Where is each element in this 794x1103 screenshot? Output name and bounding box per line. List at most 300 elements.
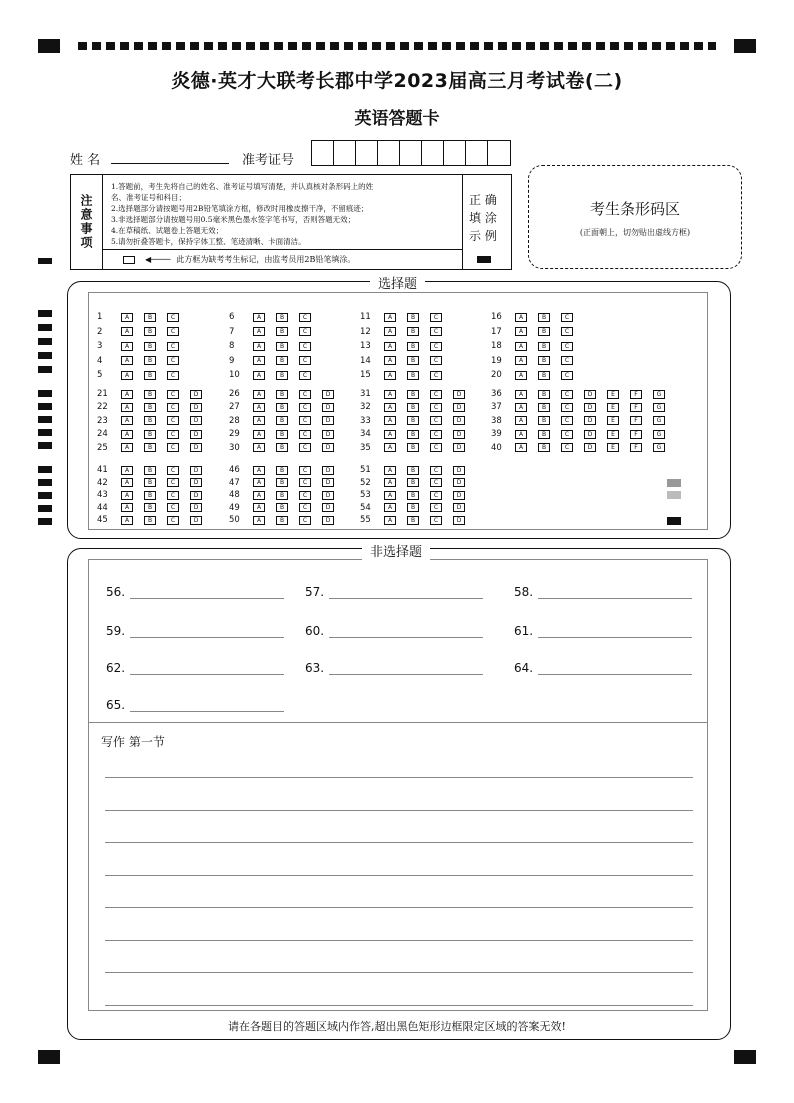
- option-bubble[interactable]: D: [453, 430, 465, 439]
- question-number: 12: [360, 326, 371, 337]
- option-bubble[interactable]: C: [167, 416, 179, 425]
- option-bubble[interactable]: E: [607, 403, 619, 412]
- arrow-icon: ◀────: [145, 255, 171, 264]
- option-bubble[interactable]: B: [144, 443, 156, 452]
- option-bubble[interactable]: C: [299, 356, 311, 365]
- option-bubble[interactable]: B: [407, 313, 419, 322]
- option-bubble[interactable]: C: [167, 371, 179, 380]
- option-bubble[interactable]: C: [167, 390, 179, 399]
- option-bubble[interactable]: D: [453, 403, 465, 412]
- option-bubble[interactable]: B: [276, 478, 288, 487]
- question-row: [229, 327, 322, 337]
- option-bubble[interactable]: B: [276, 491, 288, 500]
- question-row: [229, 312, 322, 322]
- option-bubble[interactable]: B: [144, 516, 156, 525]
- option-bubble[interactable]: D: [453, 443, 465, 452]
- option-bubble[interactable]: D: [584, 430, 596, 439]
- option-bubble[interactable]: B: [407, 356, 419, 365]
- option-bubble[interactable]: C: [167, 466, 179, 475]
- option-bubble[interactable]: A: [253, 403, 265, 412]
- answer-line[interactable]: [130, 626, 284, 638]
- question-row: [97, 389, 213, 399]
- answer-line[interactable]: [538, 663, 692, 675]
- option-bubble[interactable]: B: [407, 342, 419, 351]
- option-bubble[interactable]: A: [384, 342, 396, 351]
- option-bubble[interactable]: E: [607, 443, 619, 452]
- option-bubble[interactable]: B: [144, 313, 156, 322]
- option-bubble[interactable]: A: [253, 390, 265, 399]
- option-bubble[interactable]: B: [538, 443, 550, 452]
- option-bubble[interactable]: A: [121, 371, 133, 380]
- option-bubble[interactable]: C: [430, 491, 442, 500]
- option-bubble[interactable]: B: [144, 478, 156, 487]
- option-bubble[interactable]: G: [653, 390, 665, 399]
- option-bubble[interactable]: A: [384, 327, 396, 336]
- option-bubble[interactable]: B: [276, 356, 288, 365]
- writing-line[interactable]: [105, 1005, 693, 1006]
- answer-line[interactable]: [329, 587, 483, 599]
- question-number: 23: [97, 415, 108, 426]
- id-digit-box[interactable]: [334, 141, 356, 165]
- option-bubble[interactable]: C: [299, 313, 311, 322]
- option-bubble[interactable]: A: [515, 430, 527, 439]
- option-bubble[interactable]: B: [144, 503, 156, 512]
- option-bubble[interactable]: C: [430, 342, 442, 351]
- option-bubble[interactable]: B: [538, 390, 550, 399]
- option-bubble[interactable]: C: [299, 403, 311, 412]
- option-bubble[interactable]: D: [322, 390, 334, 399]
- option-bubble[interactable]: B: [407, 491, 419, 500]
- option-bubble[interactable]: A: [253, 516, 265, 525]
- option-bubble[interactable]: A: [253, 466, 265, 475]
- option-bubble[interactable]: A: [253, 327, 265, 336]
- option-bubble[interactable]: F: [630, 443, 642, 452]
- option-bubble[interactable]: C: [299, 416, 311, 425]
- option-bubble[interactable]: D: [190, 516, 202, 525]
- corner-mark-bottom-right: [734, 1050, 756, 1064]
- option-bubble[interactable]: C: [167, 356, 179, 365]
- option-bubble[interactable]: B: [276, 416, 288, 425]
- option-bubble[interactable]: B: [276, 342, 288, 351]
- option-bubble[interactable]: C: [167, 342, 179, 351]
- answer-line[interactable]: [130, 663, 284, 675]
- question-row: [229, 465, 345, 475]
- option-bubble[interactable]: E: [607, 416, 619, 425]
- id-digit-box[interactable]: [422, 141, 444, 165]
- option-bubble[interactable]: B: [407, 443, 419, 452]
- option-bubble[interactable]: A: [253, 416, 265, 425]
- absent-checkbox[interactable]: [123, 256, 135, 264]
- answer-line[interactable]: [130, 700, 284, 712]
- option-bubble[interactable]: A: [384, 478, 396, 487]
- option-bubble[interactable]: C: [299, 466, 311, 475]
- question-number: 18: [491, 341, 502, 351]
- timing-mark: [38, 258, 52, 264]
- answer-number: 65.: [106, 698, 126, 712]
- option-bubble[interactable]: D: [190, 443, 202, 452]
- id-digit-box[interactable]: [466, 141, 488, 165]
- option-bubble[interactable]: D: [584, 403, 596, 412]
- option-bubble[interactable]: A: [384, 390, 396, 399]
- option-bubble[interactable]: B: [538, 356, 550, 365]
- option-bubble[interactable]: A: [515, 342, 527, 351]
- id-digit-box[interactable]: [378, 141, 400, 165]
- option-bubble[interactable]: D: [190, 430, 202, 439]
- option-bubble[interactable]: A: [121, 430, 133, 439]
- option-bubble[interactable]: B: [407, 503, 419, 512]
- option-bubble[interactable]: B: [407, 516, 419, 525]
- option-bubble[interactable]: C: [561, 342, 573, 351]
- option-bubble[interactable]: A: [121, 503, 133, 512]
- option-bubble[interactable]: C: [561, 390, 573, 399]
- option-bubble[interactable]: C: [167, 503, 179, 512]
- option-bubble[interactable]: B: [144, 416, 156, 425]
- option-bubble[interactable]: C: [167, 313, 179, 322]
- id-digit-box[interactable]: [356, 141, 378, 165]
- option-bubble[interactable]: G: [653, 416, 665, 425]
- question-row: [229, 515, 345, 525]
- option-bubble[interactable]: A: [121, 342, 133, 351]
- option-bubble[interactable]: C: [561, 430, 573, 439]
- question-number: 15: [360, 370, 371, 380]
- option-bubble[interactable]: F: [630, 390, 642, 399]
- option-bubble[interactable]: C: [299, 516, 311, 525]
- option-bubble[interactable]: C: [430, 478, 442, 487]
- option-bubble[interactable]: D: [584, 416, 596, 425]
- option-bubble[interactable]: B: [407, 416, 419, 425]
- question-number: 51: [360, 465, 371, 475]
- option-bubble[interactable]: A: [253, 313, 265, 322]
- option-bubble[interactable]: A: [253, 342, 265, 351]
- option-bubble[interactable]: C: [167, 403, 179, 412]
- option-bubble[interactable]: B: [144, 466, 156, 475]
- answer-sheet-title: 英语答题卡: [354, 109, 440, 129]
- option-bubble[interactable]: B: [407, 430, 419, 439]
- question-row: [360, 503, 476, 513]
- timing-mark: [38, 492, 52, 499]
- option-bubble[interactable]: D: [322, 466, 334, 475]
- option-bubble[interactable]: B: [538, 342, 550, 351]
- id-digit-box[interactable]: [444, 141, 466, 165]
- option-bubble[interactable]: A: [253, 478, 265, 487]
- option-bubble[interactable]: B: [276, 403, 288, 412]
- option-bubble[interactable]: B: [407, 371, 419, 380]
- question-number: 22: [97, 402, 108, 413]
- option-bubble[interactable]: A: [515, 416, 527, 425]
- option-bubble[interactable]: D: [453, 478, 465, 487]
- option-bubble[interactable]: A: [121, 313, 133, 322]
- writing-line[interactable]: [105, 940, 693, 941]
- option-bubble[interactable]: B: [407, 478, 419, 487]
- question-row: [97, 312, 190, 322]
- option-bubble[interactable]: A: [384, 416, 396, 425]
- option-bubble[interactable]: A: [515, 313, 527, 322]
- question-number: 29: [229, 429, 240, 440]
- option-bubble[interactable]: A: [121, 403, 133, 412]
- option-bubble[interactable]: A: [384, 491, 396, 500]
- writing-line[interactable]: [105, 777, 693, 778]
- timing-mark: [38, 442, 52, 449]
- option-bubble[interactable]: C: [167, 491, 179, 500]
- writing-line[interactable]: [105, 907, 693, 908]
- option-bubble[interactable]: B: [538, 371, 550, 380]
- question-number: 21: [97, 389, 108, 399]
- exam-id-boxes[interactable]: [311, 140, 511, 166]
- option-bubble[interactable]: D: [322, 478, 334, 487]
- option-bubble[interactable]: A: [121, 327, 133, 336]
- option-bubble[interactable]: B: [276, 313, 288, 322]
- question-number: 33: [360, 415, 371, 426]
- option-bubble[interactable]: D: [190, 466, 202, 475]
- option-bubble[interactable]: A: [253, 503, 265, 512]
- option-bubble[interactable]: C: [167, 327, 179, 336]
- option-bubble[interactable]: C: [430, 430, 442, 439]
- question-row: [360, 327, 453, 337]
- option-bubble[interactable]: C: [299, 443, 311, 452]
- corner-mark-bottom-left: [38, 1050, 60, 1064]
- option-bubble[interactable]: G: [653, 443, 665, 452]
- writing-line[interactable]: [105, 842, 693, 843]
- option-bubble[interactable]: B: [144, 430, 156, 439]
- gray-marker-2: [667, 491, 681, 499]
- question-number: 37: [491, 402, 502, 413]
- option-bubble[interactable]: B: [407, 390, 419, 399]
- option-bubble[interactable]: A: [384, 503, 396, 512]
- option-bubble[interactable]: A: [121, 478, 133, 487]
- notice-rule: 3.非选择题部分请按题号用0.5毫米黑色墨水签字笔书写，否则答题无效；: [111, 215, 356, 224]
- option-bubble[interactable]: G: [653, 403, 665, 412]
- option-bubble[interactable]: C: [430, 356, 442, 365]
- option-bubble[interactable]: A: [515, 443, 527, 452]
- option-bubble[interactable]: C: [167, 478, 179, 487]
- option-bubble[interactable]: B: [276, 327, 288, 336]
- option-bubble[interactable]: B: [144, 327, 156, 336]
- option-bubble[interactable]: A: [121, 491, 133, 500]
- notice-rule: 2.选择题部分请按题号用2B铅笔填涂方框，修改时用橡皮擦干净，不留痕迹；: [111, 204, 369, 213]
- option-bubble[interactable]: A: [515, 356, 527, 365]
- question-row: [229, 370, 322, 380]
- option-bubble[interactable]: D: [322, 430, 334, 439]
- option-bubble[interactable]: D: [190, 390, 202, 399]
- option-bubble[interactable]: A: [515, 390, 527, 399]
- option-bubble[interactable]: C: [430, 503, 442, 512]
- option-bubble[interactable]: C: [430, 516, 442, 525]
- option-bubble[interactable]: E: [607, 390, 619, 399]
- option-bubble[interactable]: D: [322, 491, 334, 500]
- option-bubble[interactable]: C: [299, 430, 311, 439]
- option-bubble[interactable]: C: [430, 416, 442, 425]
- option-bubble[interactable]: B: [276, 503, 288, 512]
- option-bubble[interactable]: D: [322, 516, 334, 525]
- option-bubble[interactable]: D: [453, 503, 465, 512]
- option-bubble[interactable]: B: [538, 313, 550, 322]
- option-bubble[interactable]: A: [253, 371, 265, 380]
- option-bubble[interactable]: E: [607, 430, 619, 439]
- option-bubble[interactable]: B: [276, 443, 288, 452]
- option-bubble[interactable]: A: [253, 491, 265, 500]
- option-bubble[interactable]: B: [538, 327, 550, 336]
- option-bubble[interactable]: B: [538, 416, 550, 425]
- option-bubble[interactable]: B: [144, 342, 156, 351]
- option-bubble[interactable]: C: [299, 390, 311, 399]
- option-bubble[interactable]: A: [253, 443, 265, 452]
- option-bubble[interactable]: B: [538, 403, 550, 412]
- option-bubble[interactable]: D: [453, 390, 465, 399]
- id-digit-box[interactable]: [312, 141, 334, 165]
- option-bubble[interactable]: D: [584, 443, 596, 452]
- option-bubble[interactable]: B: [276, 466, 288, 475]
- option-bubble[interactable]: A: [515, 403, 527, 412]
- option-bubble[interactable]: A: [253, 430, 265, 439]
- option-bubble[interactable]: A: [515, 371, 527, 380]
- answer-line[interactable]: [130, 587, 284, 599]
- option-bubble[interactable]: D: [190, 503, 202, 512]
- question-row: [97, 490, 213, 500]
- option-bubble[interactable]: C: [561, 313, 573, 322]
- writing-line[interactable]: [105, 972, 693, 973]
- id-digit-box[interactable]: [400, 141, 422, 165]
- question-number: 25: [97, 442, 108, 453]
- option-bubble[interactable]: D: [453, 466, 465, 475]
- option-bubble[interactable]: B: [276, 430, 288, 439]
- exam-title: 炎德·英才大联考长郡中学2023届高三月考试卷(二): [171, 70, 623, 92]
- answer-line[interactable]: [538, 587, 692, 599]
- option-bubble[interactable]: F: [630, 403, 642, 412]
- option-bubble[interactable]: C: [167, 516, 179, 525]
- option-bubble[interactable]: C: [299, 371, 311, 380]
- option-bubble[interactable]: C: [430, 466, 442, 475]
- option-bubble[interactable]: C: [167, 430, 179, 439]
- option-bubble[interactable]: F: [630, 416, 642, 425]
- option-bubble[interactable]: B: [407, 466, 419, 475]
- timing-dash-row: [78, 42, 716, 50]
- option-bubble[interactable]: C: [430, 390, 442, 399]
- option-bubble[interactable]: C: [430, 403, 442, 412]
- question-row: [97, 416, 213, 426]
- option-bubble[interactable]: A: [384, 466, 396, 475]
- option-bubble[interactable]: B: [144, 390, 156, 399]
- option-bubble[interactable]: B: [276, 371, 288, 380]
- option-bubble[interactable]: C: [561, 327, 573, 336]
- option-bubble[interactable]: C: [561, 403, 573, 412]
- writing-line[interactable]: [105, 810, 693, 811]
- option-bubble[interactable]: A: [384, 516, 396, 525]
- answer-number: 63.: [305, 661, 325, 675]
- name-field[interactable]: [111, 148, 229, 164]
- option-bubble[interactable]: C: [561, 371, 573, 380]
- option-bubble[interactable]: D: [453, 416, 465, 425]
- question-row: [360, 443, 476, 453]
- option-bubble[interactable]: A: [121, 466, 133, 475]
- answer-line[interactable]: [538, 626, 692, 638]
- answer-line[interactable]: [329, 626, 483, 638]
- question-number: 10: [229, 370, 240, 380]
- option-bubble[interactable]: D: [322, 443, 334, 452]
- option-bubble[interactable]: B: [538, 430, 550, 439]
- option-bubble[interactable]: B: [276, 516, 288, 525]
- option-bubble[interactable]: D: [190, 478, 202, 487]
- option-bubble[interactable]: A: [384, 443, 396, 452]
- question-row: [360, 312, 453, 322]
- option-bubble[interactable]: A: [384, 430, 396, 439]
- option-bubble[interactable]: C: [299, 478, 311, 487]
- option-bubble[interactable]: D: [190, 491, 202, 500]
- id-digit-box[interactable]: [488, 141, 510, 165]
- option-bubble[interactable]: C: [299, 503, 311, 512]
- option-bubble[interactable]: A: [384, 371, 396, 380]
- option-bubble[interactable]: C: [299, 327, 311, 336]
- option-bubble[interactable]: C: [561, 416, 573, 425]
- answer-number: 58.: [514, 585, 534, 599]
- option-bubble[interactable]: G: [653, 430, 665, 439]
- question-row: [491, 402, 676, 412]
- option-bubble[interactable]: B: [407, 403, 419, 412]
- option-bubble[interactable]: B: [276, 390, 288, 399]
- option-bubble[interactable]: A: [384, 313, 396, 322]
- option-bubble[interactable]: C: [561, 443, 573, 452]
- question-number: 24: [97, 429, 108, 440]
- question-row: [97, 356, 190, 366]
- option-bubble[interactable]: D: [322, 403, 334, 412]
- option-bubble[interactable]: A: [121, 356, 133, 365]
- option-bubble[interactable]: C: [299, 342, 311, 351]
- option-bubble[interactable]: C: [299, 491, 311, 500]
- option-bubble[interactable]: D: [584, 390, 596, 399]
- option-bubble[interactable]: C: [430, 443, 442, 452]
- option-bubble[interactable]: C: [167, 443, 179, 452]
- answer-line[interactable]: [329, 663, 483, 675]
- option-bubble[interactable]: D: [453, 491, 465, 500]
- question-number: 28: [229, 415, 240, 426]
- option-bubble[interactable]: C: [430, 371, 442, 380]
- option-bubble[interactable]: A: [121, 443, 133, 452]
- correct-fill-example: [462, 175, 511, 269]
- option-bubble[interactable]: D: [322, 416, 334, 425]
- option-bubble[interactable]: D: [190, 416, 202, 425]
- option-bubble[interactable]: B: [144, 356, 156, 365]
- option-bubble[interactable]: D: [453, 516, 465, 525]
- writing-line[interactable]: [105, 875, 693, 876]
- option-bubble[interactable]: B: [144, 371, 156, 380]
- option-bubble[interactable]: B: [144, 403, 156, 412]
- option-bubble[interactable]: D: [322, 503, 334, 512]
- option-bubble[interactable]: A: [515, 327, 527, 336]
- option-bubble[interactable]: A: [253, 356, 265, 365]
- option-bubble[interactable]: B: [407, 327, 419, 336]
- option-bubble[interactable]: A: [384, 356, 396, 365]
- option-bubble[interactable]: B: [144, 491, 156, 500]
- option-bubble[interactable]: C: [430, 327, 442, 336]
- option-bubble[interactable]: C: [430, 313, 442, 322]
- option-bubble[interactable]: C: [561, 356, 573, 365]
- question-row: [229, 490, 345, 500]
- option-bubble[interactable]: A: [384, 403, 396, 412]
- option-bubble[interactable]: F: [630, 430, 642, 439]
- question-row: [491, 356, 584, 366]
- question-number: 27: [229, 402, 240, 413]
- option-bubble[interactable]: D: [190, 403, 202, 412]
- question-row: [360, 341, 453, 351]
- option-bubble[interactable]: A: [121, 516, 133, 525]
- question-number: 54: [360, 502, 371, 513]
- section-divider: [88, 722, 708, 723]
- question-number: 8: [229, 341, 235, 351]
- timing-mark: [38, 310, 52, 317]
- option-bubble[interactable]: A: [121, 390, 133, 399]
- name-label: 姓 名: [70, 153, 101, 168]
- question-number: 44: [97, 502, 108, 513]
- option-bubble[interactable]: A: [121, 416, 133, 425]
